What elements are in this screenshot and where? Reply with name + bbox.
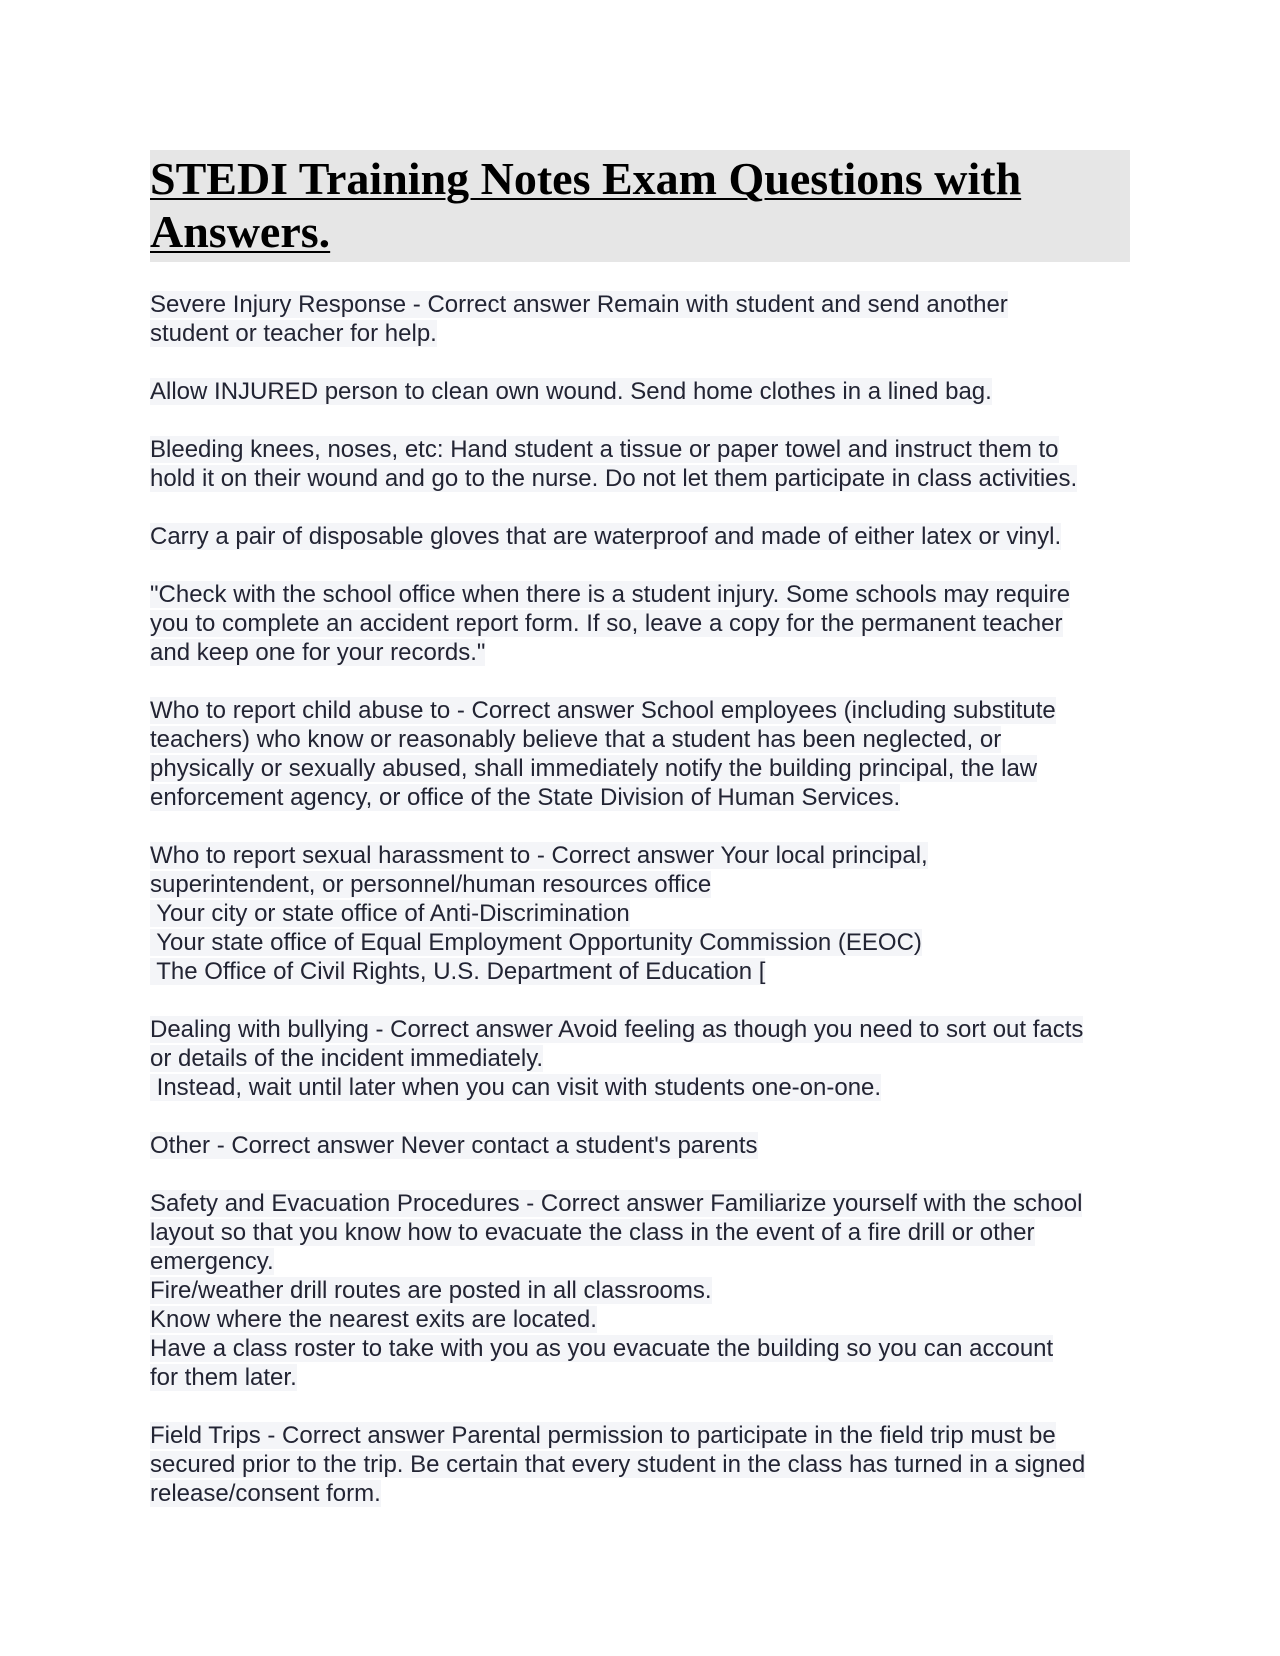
note-line-text: superintendent, or personnel/human resources office <box>150 871 712 898</box>
document-title <box>150 152 1130 258</box>
note-line <box>150 1334 1130 1363</box>
note-line-text: Allow INJURED person to clean own wound. Send home clothes in a lined bag. <box>150 378 992 405</box>
note-paragraph <box>150 522 1130 551</box>
note-paragraph <box>150 435 1130 493</box>
note-line <box>150 696 1130 725</box>
note-line <box>150 1131 1130 1160</box>
note-paragraph <box>150 1015 1130 1102</box>
note-line-text: "Check with the school office when there is a student injury. Some schools may require <box>150 581 1071 608</box>
note-line-text: Carry a pair of disposable gloves that are waterproof and made of either latex or vinyl. <box>150 523 1062 550</box>
note-line-text: layout so that you know how to evacuate the class in the event of a fire drill or other <box>150 1219 1035 1246</box>
note-line-text: student or teacher for help. <box>150 320 437 347</box>
title-line-1: STEDI Training Notes Exam Questions with <box>150 153 1022 204</box>
note-line-text: for them later. <box>150 1364 297 1391</box>
note-paragraph <box>150 1421 1130 1508</box>
note-line <box>150 1276 1130 1305</box>
notes-body <box>150 290 1130 1508</box>
note-line-text: you to complete an accident report form. If so, leave a copy for the permanent teacher <box>150 610 1063 637</box>
note-line <box>150 870 1130 899</box>
note-line <box>150 1421 1130 1450</box>
note-line-text: Your state office of Equal Employment Opportunity Commission (EEOC) <box>150 929 922 956</box>
note-line <box>150 1363 1130 1392</box>
note-line-text: release/consent form. <box>150 1480 381 1507</box>
note-line-text: and keep one for your records." <box>150 639 486 666</box>
note-line <box>150 957 1130 986</box>
note-line <box>150 319 1130 348</box>
note-line <box>150 1015 1130 1044</box>
note-paragraph <box>150 841 1130 986</box>
note-paragraph <box>150 696 1130 812</box>
note-line-text: Fire/weather drill routes are posted in all classrooms. <box>150 1277 712 1304</box>
note-line <box>150 290 1130 319</box>
note-line-text: Who to report child abuse to - Correct answer School employees (including substitute <box>150 697 1056 724</box>
note-line <box>150 899 1130 928</box>
note-line <box>150 1450 1130 1479</box>
note-line-text: or details of the incident immediately. <box>150 1045 544 1072</box>
note-line-text: Field Trips - Correct answer Parental permission to participate in the field trip must be <box>150 1422 1056 1449</box>
note-line-text: Bleeding knees, noses, etc: Hand student a tissue or paper towel and instruct them to <box>150 436 1059 463</box>
note-line-text: Instead, wait until later when you can visit with students one-on-one. <box>150 1074 882 1101</box>
title-line-2: Answers. <box>150 206 331 257</box>
note-paragraph <box>150 290 1130 348</box>
note-line-text: teachers) who know or reasonably believe that a student has been neglected, or <box>150 726 1002 753</box>
note-line-text: Who to report sexual harassment to - Correct answer Your local principal, <box>150 842 928 869</box>
note-line-text: Know where the nearest exits are located. <box>150 1306 597 1333</box>
note-line <box>150 783 1130 812</box>
note-line <box>150 1247 1130 1276</box>
note-line-text: Severe Injury Response - Correct answer Remain with student and send another <box>150 291 1008 318</box>
note-line <box>150 1479 1130 1508</box>
note-line <box>150 1305 1130 1334</box>
note-line-text: The Office of Civil Rights, U.S. Department of Education [ <box>150 958 766 985</box>
note-line <box>150 609 1130 638</box>
note-line <box>150 1044 1130 1073</box>
note-line <box>150 377 1130 406</box>
note-line-text: Your city or state office of Anti-Discrimination <box>150 900 630 927</box>
note-line <box>150 841 1130 870</box>
note-line <box>150 638 1130 667</box>
note-line <box>150 1073 1130 1102</box>
note-paragraph <box>150 377 1130 406</box>
note-line <box>150 754 1130 783</box>
note-line-text: Dealing with bullying - Correct answer Avoid feeling as though you need to sort out facts <box>150 1016 1084 1043</box>
note-paragraph <box>150 1131 1130 1160</box>
note-paragraph <box>150 1189 1130 1392</box>
note-line <box>150 522 1130 551</box>
document-page <box>150 150 1130 1537</box>
note-line-text: secured prior to the trip. Be certain that every student in the class has turned in a signed <box>150 1451 1086 1478</box>
note-line <box>150 435 1130 464</box>
note-line <box>150 464 1130 493</box>
note-line <box>150 1218 1130 1247</box>
note-line-text: physically or sexually abused, shall immediately notify the building principal, the law <box>150 755 1038 782</box>
note-line <box>150 1189 1130 1218</box>
note-line-text: emergency. <box>150 1248 274 1275</box>
note-line <box>150 580 1130 609</box>
title-block <box>150 150 1130 262</box>
note-line-text: Have a class roster to take with you as you evacuate the building so you can account <box>150 1335 1054 1362</box>
note-line-text: Other - Correct answer Never contact a student's parents <box>150 1132 758 1159</box>
note-line-text: enforcement agency, or office of the State Division of Human Services. <box>150 784 901 811</box>
note-line <box>150 725 1130 754</box>
note-line-text: hold it on their wound and go to the nurse. Do not let them participate in class activities. <box>150 465 1078 492</box>
note-paragraph <box>150 580 1130 667</box>
note-line-text: Safety and Evacuation Procedures - Correct answer Familiarize yourself with the school <box>150 1190 1083 1217</box>
note-line <box>150 928 1130 957</box>
